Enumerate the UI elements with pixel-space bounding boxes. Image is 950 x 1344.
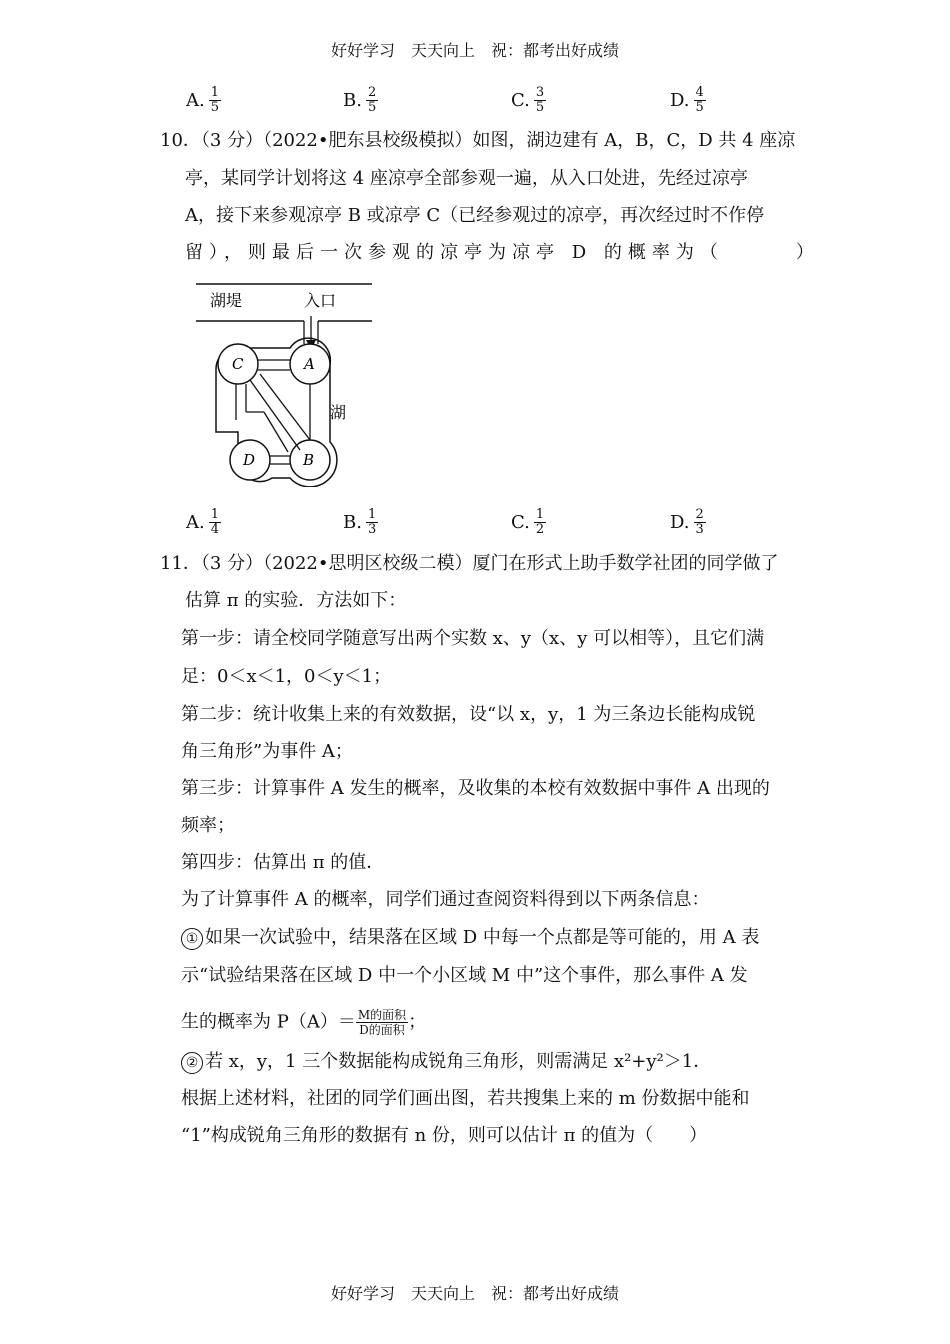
option-label: A. [186, 512, 205, 533]
q11-line-6: 角三角形”为事件 A； [181, 741, 353, 762]
label-a: A [304, 355, 315, 373]
q11-line-5: 第二步：统计收集上来的有效数据，设“以 x，y，1 为三条边长能构成锐 [181, 704, 756, 725]
q11-line-7: 第三步：计算事件 A 发生的概率，及收集的本校有效数据中事件 A 出现的 [181, 778, 770, 799]
q9-option-b [343, 86, 378, 115]
q11-line-1: 11．（3 分）（2022•思明区校级二模）厦门在形式上助手数学社团的同学做了 [160, 553, 779, 574]
fraction-numerator: 2 [695, 507, 704, 522]
option-label: B. [343, 512, 362, 533]
fraction-numerator: 1 [367, 507, 377, 522]
fraction-denominator: 5 [695, 100, 704, 115]
q9-option-d [670, 86, 706, 115]
fraction-denominator: 5 [210, 100, 220, 115]
fraction [366, 508, 378, 537]
q11-line-13 [181, 1008, 426, 1037]
area-fraction [356, 1008, 408, 1037]
page-header: 好好学习 天天向上 祝：都考出好成绩 [330, 41, 619, 60]
circled-two-icon: ② [181, 1052, 203, 1074]
q11-line-11-text: 如果一次试验中，结果落在区域 D 中每一个点都是等可能的，用 A 表 [205, 927, 760, 948]
fraction [694, 86, 706, 115]
q10-line-4: 留），则最后一次参观的凉亭为凉亭 D 的概率为（ ） [185, 242, 820, 263]
fraction-denominator: 2 [535, 522, 545, 537]
q10-line-1: 10．（3 分）（2022•肥东县校级模拟）如图，湖边建有 A，B，C，D 共 4 座凉 [160, 130, 796, 151]
option-label: B. [343, 90, 362, 111]
q10-line-3: A，接下来参观凉亭 B 或凉亭 C（已经参观过的凉亭，再次经过时不作停 [185, 205, 765, 226]
q10-option-b [343, 508, 378, 537]
fraction [366, 86, 378, 115]
q11-line-11 [181, 926, 759, 950]
fraction [209, 508, 221, 537]
option-label: C. [511, 90, 530, 111]
fraction-denominator: 3 [367, 522, 377, 537]
q10-option-c [511, 508, 546, 537]
fraction [534, 86, 546, 115]
fraction-numerator: 1 [535, 507, 545, 522]
option-label: D. [670, 512, 690, 533]
fraction-numerator: M的面积 [357, 1008, 407, 1022]
label-c: C [232, 355, 244, 373]
q10-option-a [186, 508, 221, 537]
fraction-denominator: 5 [367, 100, 377, 115]
option-label: D. [670, 90, 690, 111]
fraction-numerator: 1 [210, 507, 220, 522]
q10-line-2: 亭，某同学计划将这 4 座凉亭全部参观一遍，从入口处进，先经过凉亭 [185, 168, 748, 189]
page-footer: 好好学习 天天向上 祝：都考出好成绩 [330, 1284, 619, 1303]
label-b: B [303, 451, 315, 469]
fraction-denominator: D的面积 [359, 1023, 405, 1037]
q9-option-c [511, 86, 546, 115]
q11-line-10: 为了计算事件 A 的概率，同学们通过查阅资料得到以下两条信息： [181, 889, 710, 910]
fraction [694, 508, 706, 537]
q11-line-2: 估算 π 的实验．方法如下： [185, 590, 407, 611]
q11-line-3: 第一步：请全校同学随意写出两个实数 x、y（x、y 可以相等），且它们满 [181, 628, 765, 649]
circled-one-icon: ① [181, 928, 203, 950]
fraction [534, 508, 546, 537]
bank-label: 湖堤 [210, 291, 243, 310]
fraction-numerator: 1 [210, 85, 220, 100]
fraction [209, 86, 221, 115]
q11-line-13-end: ； [408, 1011, 427, 1033]
q11-line-16: “1”构成锐角三角形的数据有 n 份，则可以估计 π 的值为（ ） [181, 1125, 708, 1146]
fraction-denominator: 5 [535, 100, 545, 115]
label-d: D [243, 451, 256, 469]
q11-line-15: 根据上述材料，社团的同学们画出图，若共搜集上来的 m 份数据中能和 [181, 1088, 750, 1109]
q11-line-14-text: 若 x，y，1 三个数据能构成锐角三角形，则需满足 x²+y²＞1． [205, 1051, 712, 1072]
entrance-label: 入口 [304, 291, 337, 310]
q11-line-13-text: 生的概率为 P（A）＝ [181, 1011, 356, 1033]
q11-line-9: 第四步：估算出 π 的值． [181, 852, 385, 873]
q11-line-14 [181, 1050, 711, 1074]
q9-option-a [186, 86, 221, 115]
fraction-numerator: 4 [695, 85, 704, 100]
q11-line-8: 频率； [181, 815, 235, 836]
lake-pavilion-diagram [190, 282, 380, 487]
fraction-numerator: 3 [535, 85, 545, 100]
fraction-denominator: 3 [695, 522, 704, 537]
q10-option-d [670, 508, 706, 537]
q11-line-12: 示“试验结果落在区域 D 中一个小区域 M 中”这个事件，那么事件 A 发 [181, 965, 748, 986]
option-label: C. [511, 512, 530, 533]
option-label: A. [186, 90, 205, 111]
q11-line-4: 足：0＜x＜1，0＜y＜1； [181, 666, 392, 687]
lake-label: 湖 [330, 403, 347, 422]
fraction-denominator: 4 [210, 522, 220, 537]
fraction-numerator: 2 [367, 85, 377, 100]
